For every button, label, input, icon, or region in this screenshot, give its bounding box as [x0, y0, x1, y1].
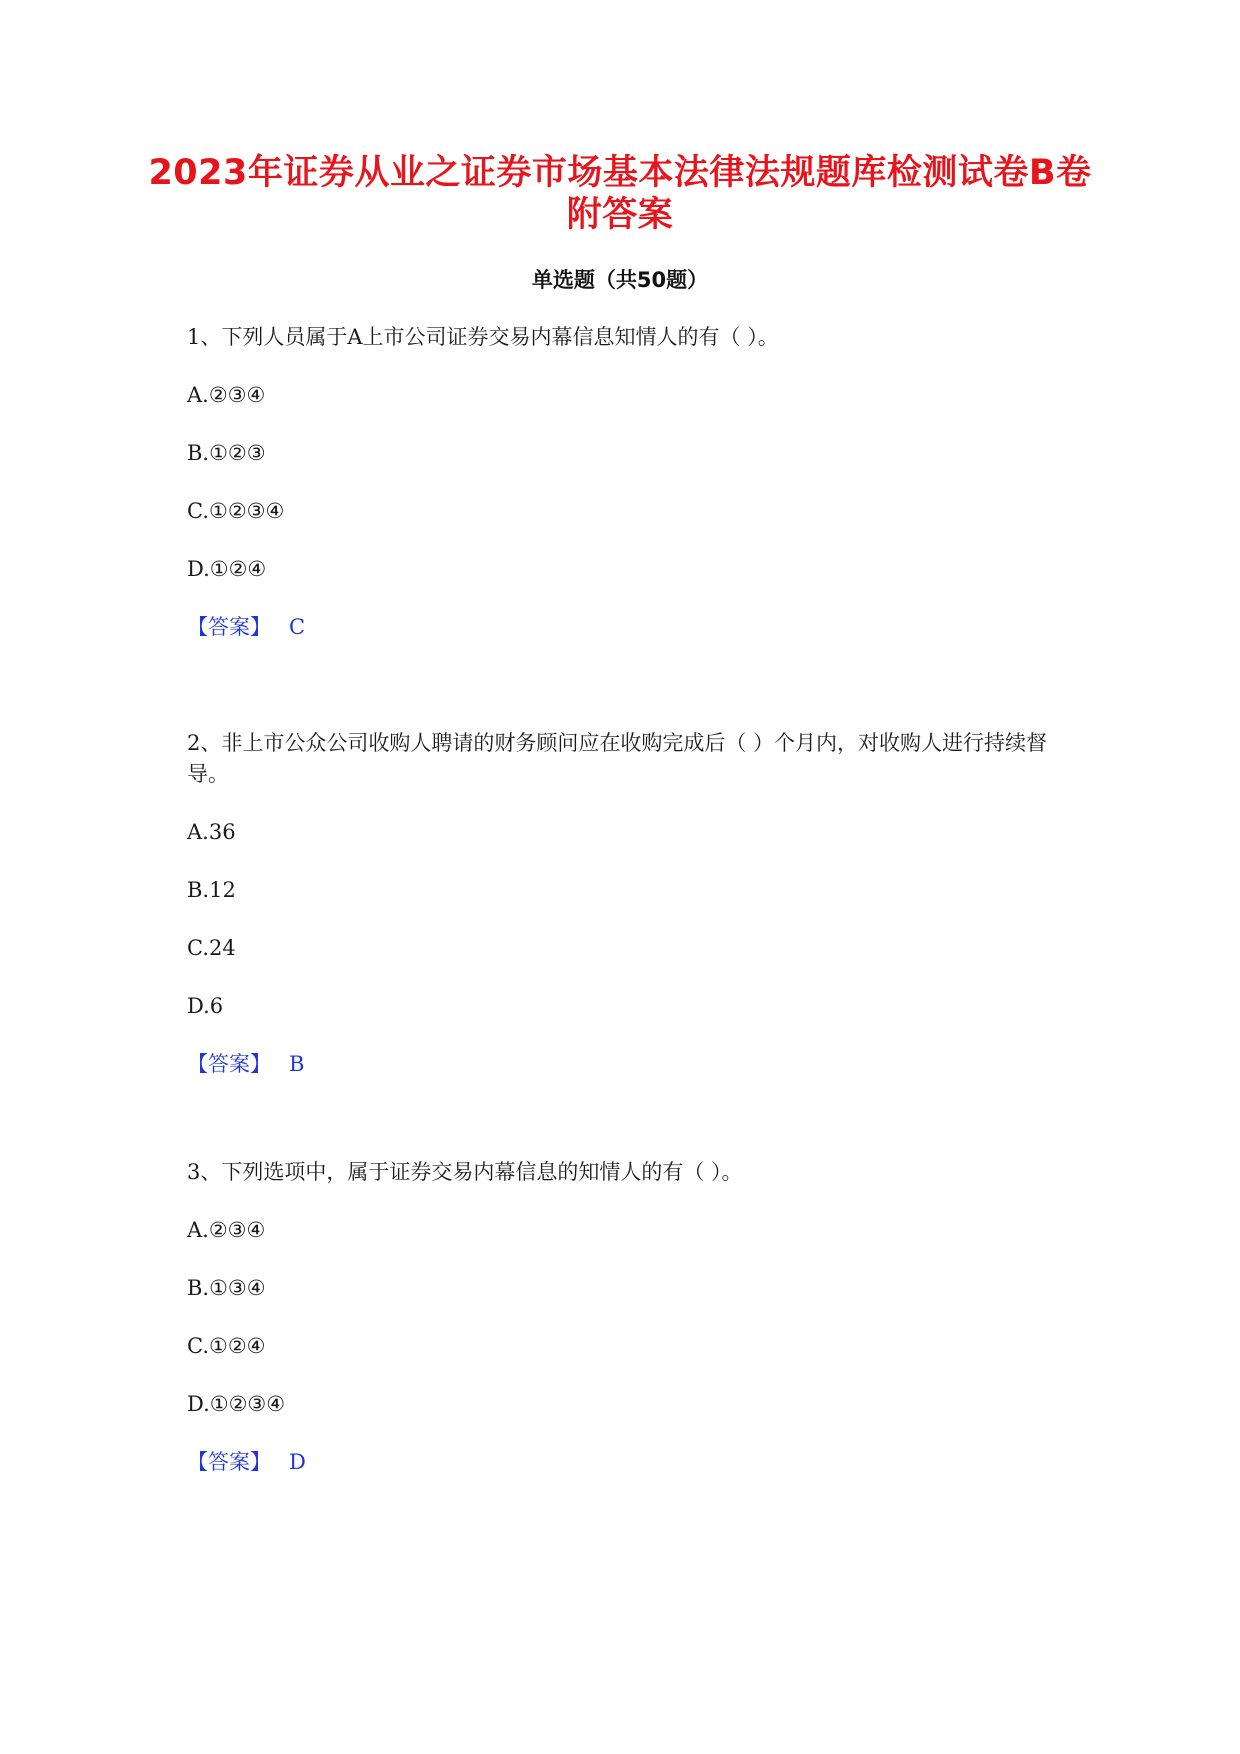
- answer-value: B: [289, 1052, 305, 1076]
- answer-value: D: [289, 1450, 306, 1474]
- question-stem: 2、非上市公众公司收购人聘请的财务顾问应在收购完成后（ ）个月内，对收购人进行持续督导。: [187, 731, 1048, 786]
- option-a: A.②③④: [187, 1218, 266, 1242]
- question-stem: 1、下列人员属于A上市公司证券交易内幕信息知情人的有（ ）。: [187, 325, 779, 349]
- section-title: 单选题（共50题）: [531, 268, 709, 292]
- answer-line: [187, 1050, 1057, 1078]
- option-a: A.36: [187, 820, 236, 844]
- option-b: B.①②③: [187, 441, 266, 465]
- option-b: B.12: [187, 878, 236, 902]
- document-title: 2023年证券从业之证券市场基本法律法规题库检测试卷B卷附答案: [148, 153, 1092, 235]
- option-c: C.24: [187, 936, 236, 960]
- option-list: [187, 818, 1057, 1050]
- answer-line: [187, 613, 1057, 641]
- option-b: B.①③④: [187, 1276, 266, 1300]
- option-d: D.①②④: [187, 557, 267, 581]
- question-1: [187, 322, 1057, 641]
- question-3: [187, 1157, 1057, 1476]
- option-list: [187, 381, 1057, 613]
- answer-label: 【答案】: [187, 615, 271, 639]
- option-d: D.6: [187, 994, 224, 1018]
- answer-line: [187, 1448, 1057, 1476]
- question-2: [187, 728, 1057, 1078]
- answer-label: 【答案】: [187, 1450, 271, 1474]
- answer-label: 【答案】: [187, 1052, 271, 1076]
- option-c: C.①②③④: [187, 499, 285, 523]
- option-d: D.①②③④: [187, 1392, 286, 1416]
- question-stem: 3、下列选项中，属于证券交易内幕信息的知情人的有（ ）。: [187, 1160, 743, 1184]
- option-a: A.②③④: [187, 383, 266, 407]
- option-c: C.①②④: [187, 1334, 266, 1358]
- answer-value: C: [289, 615, 306, 639]
- option-list: [187, 1216, 1057, 1448]
